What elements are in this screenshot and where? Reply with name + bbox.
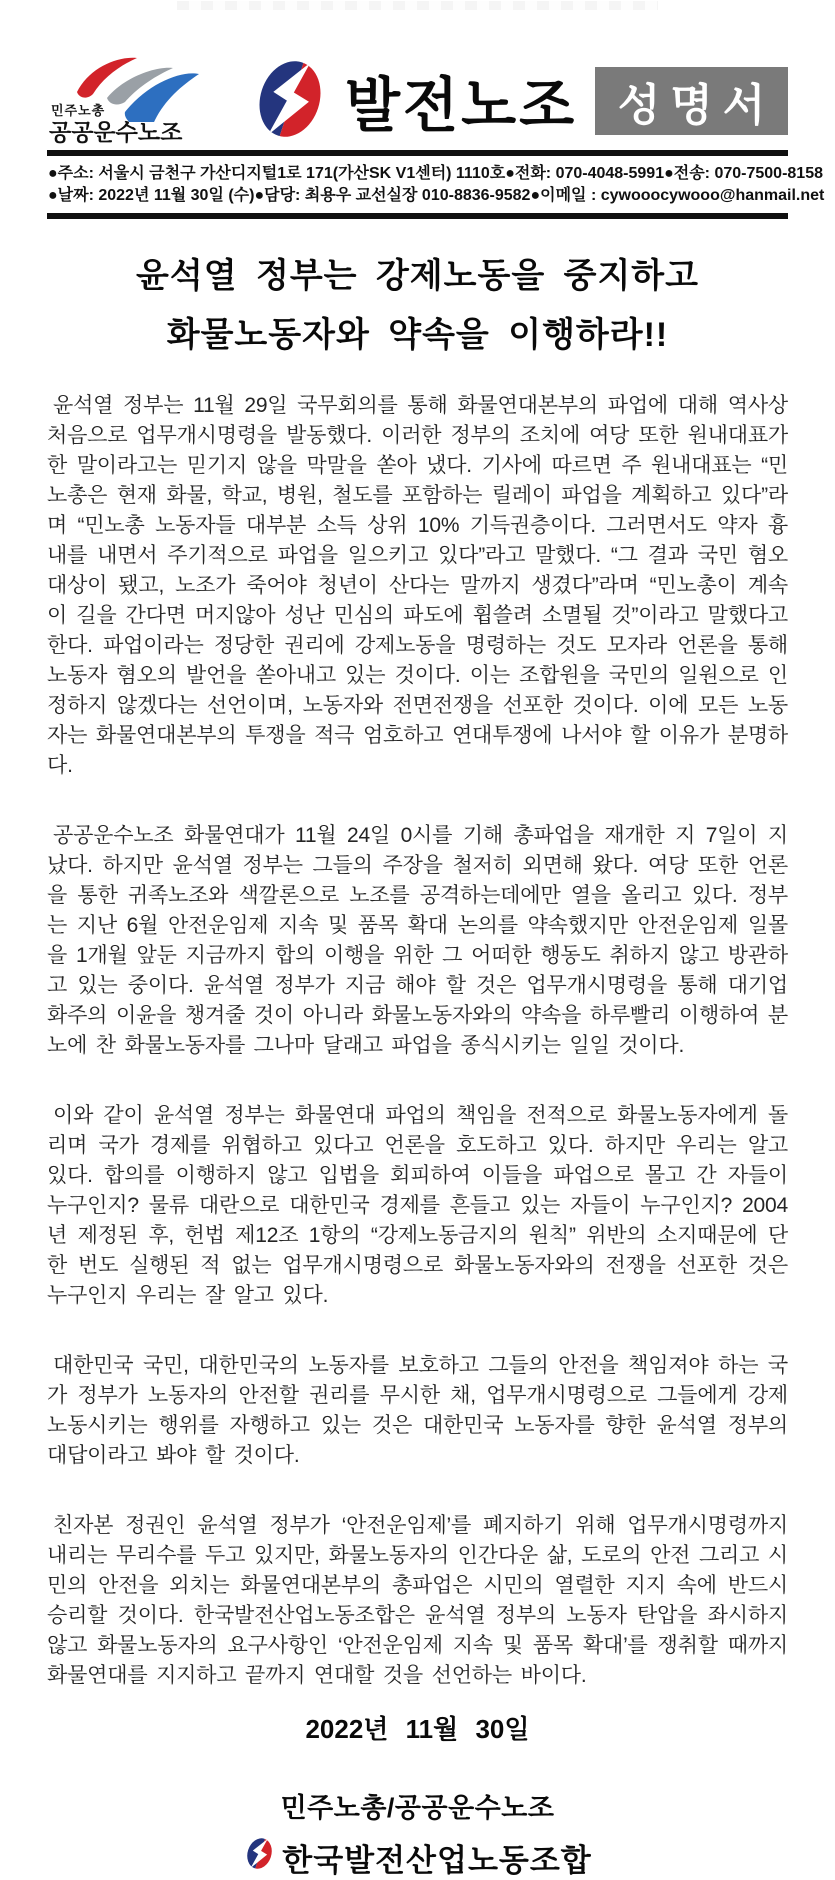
statement-title-line1: 윤석열 정부는 강제노동을 중지하고 (136, 257, 699, 295)
phone-text: ●전화: 070-4048-5991 (505, 165, 665, 182)
statement-title-line2: 화물노동자와 약속을 이행하라!! (166, 316, 669, 354)
paragraph-5: 친자본 정권인 윤석열 정부가 ‘안전운임제’를 폐지하기 위해 업무개시명령까지 내리는 무리수를 두고 있지만, 화물노동자의 인간다운 삶, 도로의 안전 그리고 시민의 안전을 외치는 화물연대본부의 총파업은 시민의 열렬한 지지 속에 반드시 승리할 것이다. 한국발전산업노동조합은 윤석열 정부의 노동자 탄압을 좌시하지 않고 화물노동자의 요구사항인 ‘안전운임제 지속 및 품목 확대’를 쟁취할 때까지 화물연대를 지지하고 끝까지 연대할 것을 선언하는 바이다. (47, 1514, 788, 1687)
kptu-parent-label: 민주노총 (51, 103, 106, 118)
bottom-rule (47, 213, 788, 219)
signature-block (47, 1786, 788, 1880)
contact-block (47, 156, 825, 211)
union-emblem-icon (249, 58, 331, 145)
signature-union-name: 한국발전산업노동조합 (282, 1843, 592, 1878)
paragraph-2: 공공운수노조 화물연대가 11월 24일 0시를 기해 총파업을 재개한 지 7일이 지났다. 하지만 윤석열 정부는 그들의 주장을 철저히 외면해 왔다. 여당 또한 언론을 통한 귀족노조와 색깔론으로 노조를 공격하는데에만 열을 올리고 있다. 정부는 지난 6월 안전운임제 지속 및 품목 확대 논의를 약속했지만 안전운임제 일몰을 1개월 앞둔 지금까지 합의 이행을 위한 그 어떠한 행동도 취하지 않고 방관하고 있는 중이다. 윤석열 정부가 지금 해야 할 것은 업무개시명령을 통해 대기업화주의 이윤을 챙겨줄 것이 아니라 화물노동자와의 약속을 하루빨리 이행하여 분노에 찬 화물노동자를 그나마 달래고 파업을 종식시키는 일일 것이다. (47, 824, 788, 1057)
address-text: ●주소: 서울시 금천구 가산디지털1로 171(가산SK V1센터) 1110호 (48, 165, 506, 182)
email-text: ●이메일 : cywooocywooo@hanmail.net (530, 187, 825, 204)
statement-body (47, 391, 788, 1691)
contact-line-1 (48, 163, 823, 184)
signature-union (47, 1835, 788, 1880)
fax-text: ●전송: 070-7500-8158 (664, 165, 823, 182)
contact-line-2 (48, 185, 825, 206)
statement-title (47, 247, 788, 365)
paragraph-4: 대한민국 국민, 대한민국의 노동자를 보호하고 그들의 안전을 책임져야 하는 국가 정부가 노동자의 안전할 권리를 무시한 채, 업무개시명령으로 그들에게 강제노동시키는 행위를 자행하고 있는 것은 대한민국 노동자를 향한 윤석열 정부의 대답이라고 봐야 할 것이다. (47, 1354, 788, 1467)
kptu-name-label: 공공운수노조 (49, 119, 183, 145)
union-emblem-small-icon (243, 1837, 276, 1878)
doc-type-badge: 성명서 (595, 67, 788, 135)
letterhead (47, 56, 788, 146)
paragraph-1: 윤석열 정부는 11월 29일 국무회의를 통해 화물연대본부의 파업에 대해 역사상 처음으로 업무개시명령을 발동했다. 이러한 정부의 조치에 여당 또한 원내대표가 한 말이라고는 믿기지 않을 막말을 쏟아 냈다. 기사에 따르면 주 원내대표는 “민노총은 현재 화물, 학교, 병원, 철도를 포함하는 릴레이 파업을 계획하고 있다”라며 “민노총 노동자들 대부분 소득 상위 10% 기득권층이다. 그러면서도 약자 흉내를 내면서 주기적으로 파업을 일으키고 있다”라고 말했다. “그 결과 국민 혐오 대상이 됐고, 노조가 죽어야 청년이 산다는 말까지 생겼다”라며 “민노총이 계속 이 길을 간다면 머지않아 성난 민심의 파도에 휩쓸려 소멸될 것”이라고 말했다고 한다. 파업이라는 정당한 권리에 강제노동을 명령하는 것도 모자라 언론을 통해 노동자 혐오의 발언을 쏟아내고 있는 것이다. 이는 조합원을 국민의 일원으로 인정하지 않겠다는 선언이며, 노동자와 전면전쟁을 선포한 것이다. 이에 모든 노동자는 화물연대본부의 투쟁을 적극 엄호하고 연대투쟁에 나서야 할 이유가 분명하다. (47, 394, 788, 777)
paragraph-3: 이와 같이 윤석열 정부는 화물연대 파업의 책임을 전적으로 화물노동자에게 돌리며 국가 경제를 위협하고 있다고 언론을 호도하고 있다. 하지만 우리는 알고 있다. 합의를 이행하지 않고 입법을 회피하여 이들을 파업으로 몰고 간 자들이 누구인지? 물류 대란으로 대한민국 경제를 흔들고 있는 자들이 누구인지? 2004년 제정된 후, 헌법 제12조 1항의 “강제노동금지의 원칙” 위반의 소지때문에 단 한 번도 실행된 적 없는 업무개시명령으로 화물노동자와의 전쟁을 선포한 것은 누구인지 우리는 잘 알고 있다. (47, 1104, 788, 1307)
statement-document (0, 1, 835, 1878)
contact-person-text: ●담당: 최용우 교선실장 010-8836-9582 (254, 187, 531, 204)
kptu-logo (47, 56, 219, 146)
org-name: 발전노조 (345, 72, 578, 140)
signature-parent-orgs: 민주노총/공공운수노조 (280, 1793, 555, 1823)
statement-date: 2022년 11월 30일 (305, 1714, 530, 1744)
scan-artifact (177, 1, 658, 10)
date-text: ●날짜: 2022년 11월 30일 (수) (48, 187, 255, 204)
